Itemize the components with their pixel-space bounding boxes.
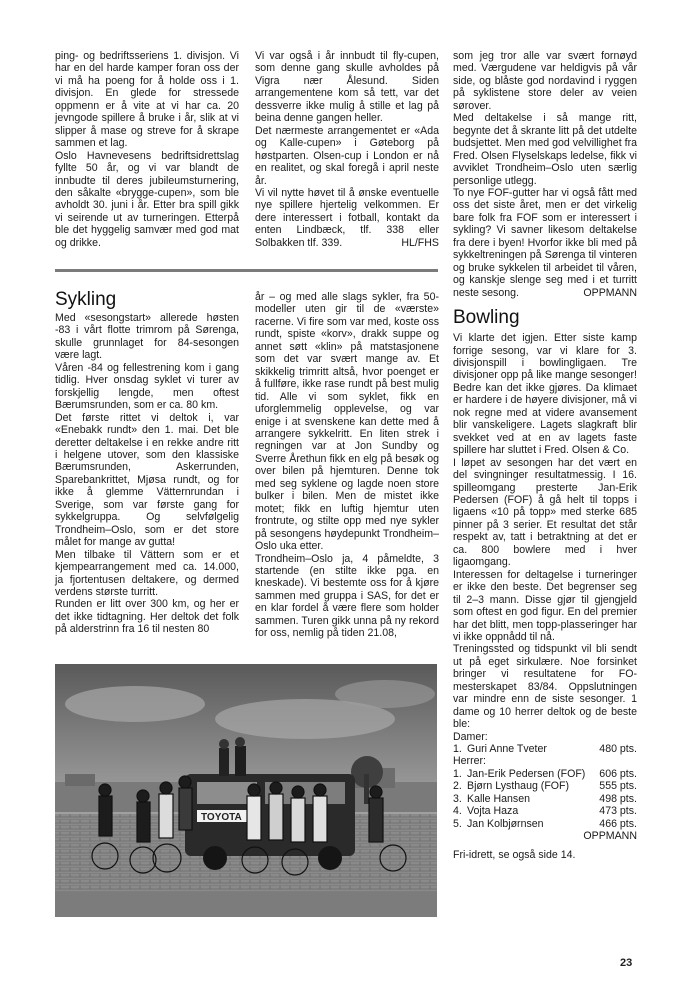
- result-rank: 1.: [453, 743, 462, 756]
- football-column-2: [255, 50, 439, 249]
- result-name: Jan-Erik Pedersen (FOF): [467, 767, 586, 780]
- result-rank: 4.: [453, 805, 462, 818]
- bowling-signature: OPPMANN: [583, 830, 637, 843]
- paragraph: år – og med alle slags sykler, fra 50-modeller uten gir til de «værste» racerne. Vi fire som var med, koste oss rundt, spiste «korv», drakk suppe og annet søtt «klin» på matstasjonene som det var svært mange av. Et skikkelig trimritt altså, hvor poenget er å fullføre, ikke rase rundt på best mulig tid. Alle vi som syklet, fikk en uforglemmelig opplevelse, og var enige i at svenskene kan dette med å arrangere sykkelritt. En liten strek i regningen var at Jon Sundby og Sverre Årethun fikk en elg på besøk og over bilen på hjemturen. Denne tok med seg syklene og lagde noen store bulker i bilen. Men de mistet ikke motet; fikk en luftig hjemtur uten frontrute, og stilte opp med nye sykler på sesongens høydepunkt Trondheim–Oslo uka etter.: [255, 291, 439, 553]
- result-rank: 2.: [453, 780, 462, 793]
- result-name: Bjørn Lysthaug (FOF): [467, 780, 570, 793]
- result-points: 473 pts.: [599, 805, 637, 818]
- paragraph: som jeg tror alle var svært fornøyd med. Værgudene var heldigvis på vår side, og blåste god nordavind i ryggen på syklistene store deler av veien sørover.: [453, 50, 637, 112]
- paragraph: I løpet av sesongen har det vært en del svingninger resultatmessig. I 16. spilleomgang presterte Jan-Erik Pedersen (FOF) å gå helt til topps i ligaens «10 på topp» med sterke 685 pinner på 3 serier. Et resultat det står respekt av, tatt i betraktning at det er ca. 800 bowlere med i hver ligaomgang.: [453, 456, 637, 569]
- footnote: Fri-idrett, se også side 14.: [453, 848, 576, 861]
- result-name: Guri Anne Tveter: [467, 743, 547, 756]
- football-signature: HL/FHS: [401, 236, 439, 249]
- paragraph: Med deltakelse i så mange ritt, begynte det å skrante litt på det utdelte budsjettet. Men med god velvillighet fra Fred. Olsen Flyselskaps ledelse, fikk vi avviklet Trondheim–Oslo uten særlig personlige utlegg.: [453, 112, 637, 187]
- result-name: Kalle Hansen: [467, 792, 531, 805]
- section-rule: [55, 269, 438, 272]
- paragraph: Vi var også i år innbudt til fly-cupen, som denne gang skulle avholdes på Vigra nær Ålesund. Siden arrangementene kom så tett, var det dessverre ikke mulig å stille et lag på beina denne gangen heller.: [255, 50, 439, 125]
- paragraph: Runden er litt over 300 km, og her er det ikke tidtagning. Her deltok det folk på alderstrinn fra 16 til nesten 80: [55, 598, 239, 636]
- result-points: 480 pts.: [599, 743, 637, 756]
- bowling-heading: Bowling: [453, 307, 520, 329]
- photo-illustration: [55, 664, 437, 917]
- paragraph: Det nærmeste arrangementet er «Ada og Kalle-cupen» i Gøteborg på høstparten. Olsen-cup i London er nå en realitet, og skal foregå i april neste år.: [255, 124, 439, 187]
- sykling-signature: OPPMANN: [583, 286, 637, 299]
- result-points: 606 pts.: [599, 767, 637, 780]
- paragraph: Vi vil nytte høvet til å ønske eventuelle nye spillere hjertelig velkommen. Er dere interessert i fotball, kontakt da enten Lindbæck, tlf. 338 eller Solbakken tlf. 339.: [255, 186, 439, 249]
- damer-label: Damer:: [453, 730, 488, 743]
- result-row: [453, 793, 637, 805]
- result-points: 498 pts.: [599, 792, 637, 805]
- herrer-label: Herrer:: [453, 755, 486, 768]
- sykling-column-2: [255, 291, 439, 640]
- result-row: [453, 743, 637, 755]
- paragraph: ping- og bedriftsseriens 1. divisjon. Vi har en del harde kamper foran oss der vi må ha poeng for å holde oss i 1. divisjon. En glede for stressede oppmenn er å vite at vi har ca. 20 jevngode spillere å bruke i år, slik at vi slipper å mase og streve for å skrape sammen et lag.: [55, 50, 239, 150]
- paragraph: Interessen for deltagelse i turneringer er ikke den beste. Det begrenser seg til 2–3 mann. Disse gjør til gjengjeld som oftest en god figur. En del premier har det blitt, men topp-plasseringer har vi ikke oppnådd til nå.: [453, 568, 637, 643]
- paragraph: Treningssted og tidspunkt vil bli sendt ut på eget sirkulære. Noe forsinket bringer vi resultatene for FO-mesterskapet 83/84. Oppslutningen var mindre enn de siste sesonger. 1 dame og 10 herrer deltok og de beste ble:: [453, 643, 637, 731]
- result-row: [453, 768, 637, 780]
- result-points: 466 pts.: [599, 817, 637, 830]
- paragraph: Vi klarte det igjen. Etter siste kamp forrige sesong, var vi klare for 3. divisjonspill i bowlingligaen. Tre divisjoner opp på like mange sesonger! Bedre kan det ikke gjøres. Da klimaet er hardere i de høyere divisjoner, må vi nok regne med at videre avansement blir vanskeligere. Lagets slagkraft blir svekket ved at en av lagets faste spillere har sluttet i Fred. Olsen & Co.: [453, 332, 637, 457]
- paragraph: Det første rittet vi deltok i, var «Enebakk rundt» den 1. mai. Det ble deretter deltakelse i en rekke andre ritt i helgene utover, som den klassiske Bærumsrunden, Askerrunden, Sparebankrittet, Mjøsa rundt, og for ikke å glemme Vätternrundan i Sverige, som var første gang for sykkelgruppa. Og selvfølgelig Trondheim–Oslo, som er det store målet for mange av gutta!: [55, 411, 239, 549]
- sykling-heading: Sykling: [55, 289, 117, 310]
- paragraph: Våren -84 og fellestrening kom i gang tidlig. Hver onsdag syklet vi turer av forskjellig lengde, men oftest Bærumsrunden, som er ca. 80 km.: [55, 361, 239, 412]
- column-3: [453, 50, 637, 861]
- result-rank: 3.: [453, 792, 462, 805]
- result-rank: 1.: [453, 767, 462, 780]
- paragraph: To nye FOF-gutter har vi også fått med oss det siste året, men er det virkelig bare folk fra FOF som er interessert i sykling? Vi savner likesom deltakelse fra dere i byen! Hvorfor ikke bli med på sykkeltreningen på Sørenga til vinteren og bruke sykkelen til arbeidet til våren, og kanskje slenge seg med i et turritt neste sesong.: [453, 186, 637, 299]
- page-number: 23: [620, 957, 633, 969]
- paragraph: Men tilbake til Vättern som er et kjempearrangement med ca. 14.000, ja fjortentusen deltakere, og dermed verdens største turritt.: [55, 548, 239, 598]
- van-logo-text: TOYOTA: [201, 812, 242, 823]
- paragraph: Oslo Havnevesens bedriftsidrettslag fyllte 50 år, og vi var blandt de innbudte til deres jubileumsturnering, den såkalte «brygge-cupen», som ble avholdt 30. juni i år. Etter bra spill gikk vi seirende ut av turneringen. Etterpå ble det hyggelig samvær med god mat og drikke.: [55, 149, 239, 249]
- result-rank: 5.: [453, 817, 462, 830]
- paragraph: Med «sesongstart» allerede høsten -83 i vårt flotte trimrom på Sørenga, skulle grunnlaget for 84-sesongen være lagt.: [55, 312, 239, 362]
- result-points: 555 pts.: [599, 780, 637, 793]
- result-row: [453, 805, 637, 817]
- football-column-1: [55, 50, 239, 249]
- sykling-column-1: [55, 288, 239, 636]
- paragraph: Trondheim–Oslo ja, 4 påmeldte, 3 startende (en stilte ikke pga. en kneskade). Vi bestemte oss for å kjøre sammen med gruppa i SAS, for det er en klar fordel å være flere som holder sammen. Turen gikk unna på ny rekord for oss, nemlig på tiden 21.08,: [255, 552, 439, 640]
- cycling-team-photo: [55, 664, 437, 917]
- result-row: [453, 818, 637, 830]
- result-name: Jan Kolbjørnsen: [467, 817, 544, 830]
- result-row: [453, 780, 637, 792]
- damer-results: [453, 743, 637, 755]
- result-name: Vojta Haza: [467, 805, 519, 818]
- herrer-results: [453, 768, 637, 830]
